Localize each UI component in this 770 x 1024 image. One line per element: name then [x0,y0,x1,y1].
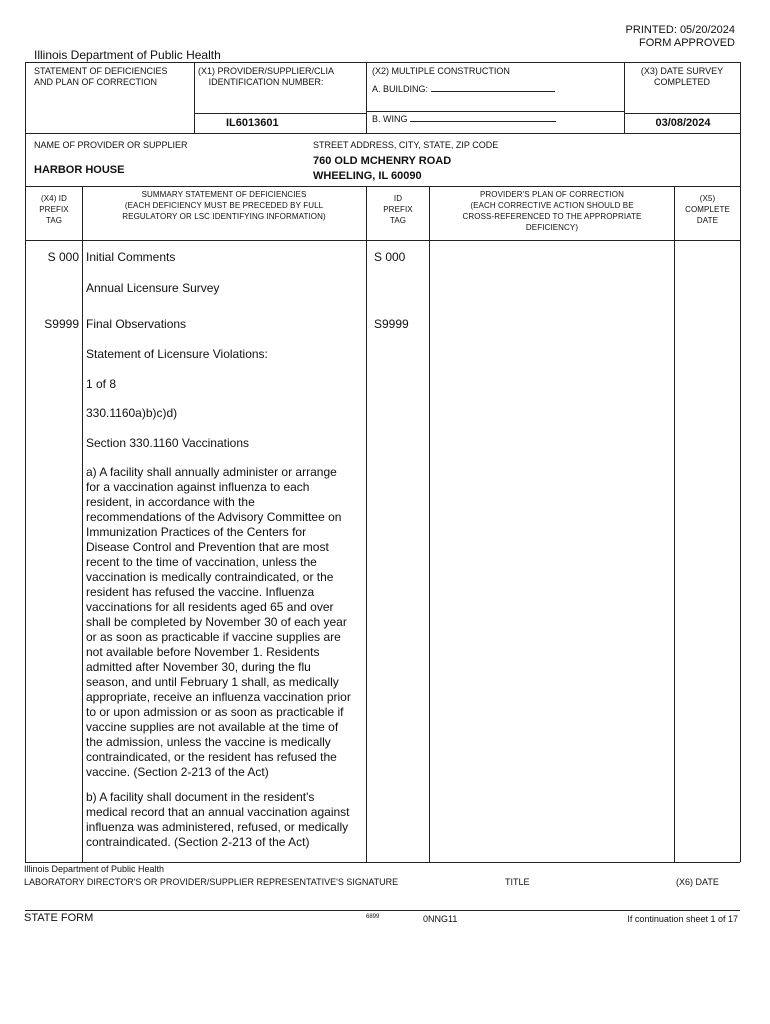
annual-survey: Annual Licensure Survey [86,281,220,295]
date-label: (X6) DATE [676,877,719,887]
footer-agency: Illinois Department of Public Health [24,864,165,874]
agency-title: Illinois Department of Public Health [34,48,221,62]
x1-value: IL6013601 [226,117,279,129]
plan-header: PROVIDER'S PLAN OF CORRECTION (EACH CORRECTIVE ACTION SHOULD BE CROSS-REFERENCED TO THE APPROPRIATE DEFICIENCY) [462,190,642,232]
address-label: STREET ADDRESS, CITY, STATE, ZIP CODE [313,140,499,150]
summary-header: SUMMARY STATEMENT OF DEFICIENCIES (EACH DEFICIENCY MUST BE PRECEDED BY FULL REGULATORY OR LSC IDENTIFYING INFORMATION) [122,190,326,221]
continuation-sheet: If continuation sheet 1 of 17 [627,914,738,924]
x4-header: (X4) ID PREFIX TAG [39,194,69,225]
provider-name-label: NAME OF PROVIDER OR SUPPLIER [34,140,188,150]
x1-label: (X1) PROVIDER/SUPPLIER/CLIA IDENTIFICATION NUMBER: [197,66,335,87]
x3-label: (X3) DATE SURVEY COMPLETED [640,66,724,87]
provider-name: HARBOR HOUSE [34,164,125,176]
printed-date: PRINTED: 05/20/2024 [625,24,735,36]
signature-label: LABORATORY DIRECTOR'S OR PROVIDER/SUPPLIER REPRESENTATIVE'S SIGNATURE [24,877,399,887]
title-label: TITLE [505,877,530,887]
wing-blank [410,121,556,122]
building-field [372,84,555,94]
tag-s9999-right: S9999 [374,317,409,331]
x5-header: (X5) COMPLETE DATE [685,194,730,225]
regulation-ref: 330.1160a)b)c)d) [86,406,178,420]
violation-count: 1 of 8 [86,377,117,391]
building-label: A. BUILDING: [372,84,429,94]
event-id: 0NNG11 [423,914,458,924]
x2-label: (X2) MULTIPLE CONSTRUCTION [372,66,510,76]
section-title: Section 330.1160 Vaccinations [86,436,250,450]
wing-label: B. WING [372,114,408,124]
id-header: ID PREFIX TAG [383,194,413,225]
address-line1: 760 OLD MCHENRY ROAD [313,155,452,167]
tag-s9999: S9999 [44,317,79,331]
tag-s000-right: S 000 [374,250,406,264]
paragraph-a: a) A facility shall annually administer or arrange for a vaccination against influenza to each resident, in accordance with the recommendations of the Advisory Committee on Immunization Practices of the Centers for Disease Control and Prevention that are most recent to the time of vaccination, unless the vaccination is medically contraindicated, or the resident has refused the vaccine. Influenza vaccinations for all residents aged 65 and over shall be completed by November 30 of each year or as soon as practicable if vaccine supplies are not available before November 1. Residents admitted after November 30, during the flu season, and until February 1 shall, as medically appropriate, receive an influenza vaccination prior to or upon admission or as soon as practicable if vaccine supplies are not available at the time of the admission, unless the vaccine is medically contraindicated, or the resident has refused the vaccine. (Section 2-213 of the Act) [86,465,351,779]
statement-violations: Statement of Licensure Violations: [86,347,268,361]
final-observations: Final Observations [86,317,187,331]
state-form-label: STATE FORM [24,912,94,924]
form-approved: FORM APPROVED [639,37,735,49]
form-code: 6899 [366,914,380,920]
x3-value: 03/08/2024 [655,117,711,129]
tag-s000: S 000 [47,250,79,264]
statement-label: STATEMENT OF DEFICIENCIES AND PLAN OF CORRECTION [34,66,168,87]
paragraph-b: b) A facility shall document in the resident's medical record that an annual vaccination against influenza was administered, refused, or medically contraindicated. (Section 2-213 of the Act) [86,790,350,849]
building-blank [431,91,555,92]
wing-field [372,114,556,124]
initial-comments: Initial Comments [86,250,176,264]
address-line2: WHEELING, IL 60090 [313,170,422,182]
